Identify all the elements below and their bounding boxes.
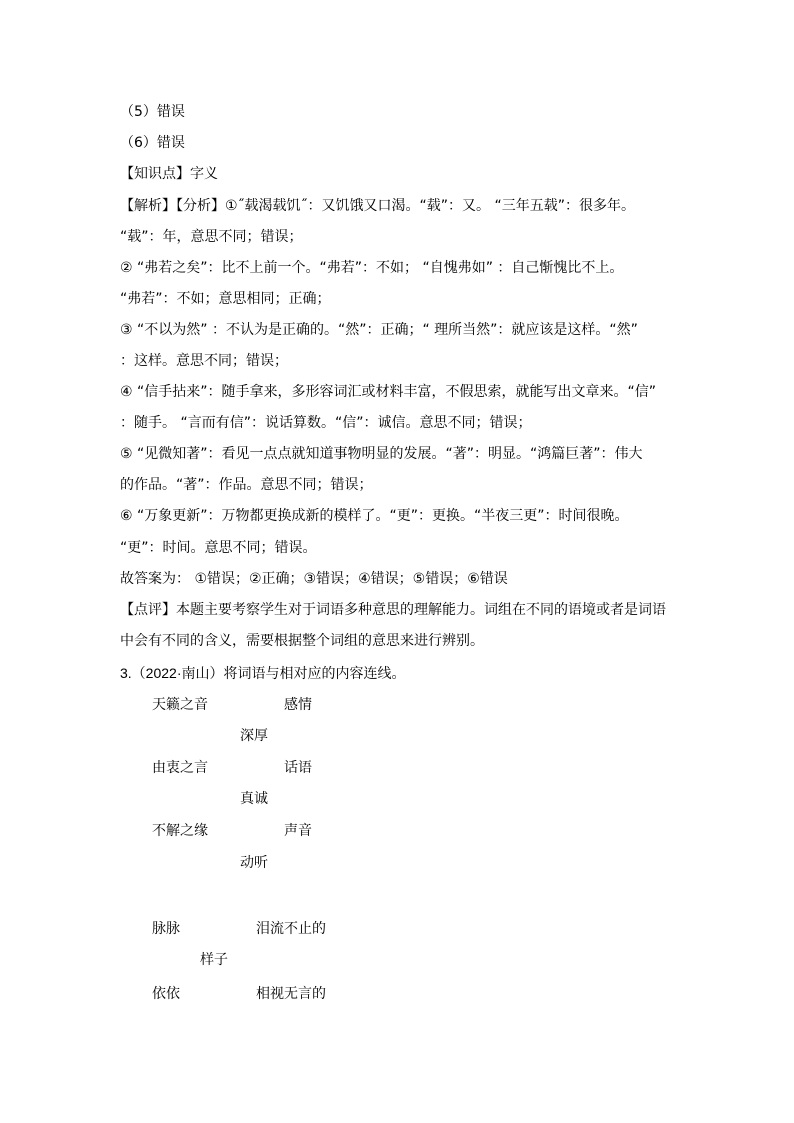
analysis-line-2: “载”：年，意思不同；错误； [120,229,303,245]
analysis-answer-summary: 故答案为： ①错误；②正确；③错误；④错误；⑤错误；⑥错误 [120,571,508,587]
analysis-line-3: ② “弗若之矣”：比不上前一个。“弗若”：不如； “自愧弗如” ：自己惭愧比不上。 [120,260,624,276]
question-3-title: 3.（2022·南山）将词语与相对应的内容连线。 [120,665,406,681]
analysis-line-6: ：这样。意思不同；错误； [120,353,288,369]
analysis-line-12: “更”：时间。意思不同；错误。 [120,540,317,556]
left-word: 天籁之音 [152,697,208,713]
answer-5: （5）错误 [120,104,185,120]
analysis-line-5: ③ “不以为然” ：不认为是正确的。“然”：正确；“ 理所当然”：就应该是这样。“然” [120,322,638,338]
middle-word: 真诚 [240,791,268,807]
right-word: 声音 [284,823,312,839]
analysis-line-7: ④ “信手拈来”：随手拿来，多形容词汇或材料丰富，不假思索，就能写出文章来。“信” [120,384,657,400]
middle-word: 样子 [200,952,228,968]
left-word: 由衷之言 [152,760,208,776]
left-word: 依依 [152,986,180,1002]
middle-word: 动听 [240,855,268,871]
answer-6: （6）错误 [120,135,185,151]
comment-line-2: 中会有不同的含义，需要根据整个词组的意思来进行辨别。 [120,633,484,649]
analysis-line-11: ⑥ “万象更新”：万物都更换成新的模样了。“更”：更换。“半夜三更”：时间很晚。 [120,508,629,524]
left-word: 脉脉 [152,921,180,937]
right-word: 感情 [284,697,312,713]
analysis-line-1: 【解析】【分析】①˝载渴载饥˝：又饥饿又口渴。“载”：又。 “三年五载”：很多年。 [120,198,636,214]
knowledge-point: 【知识点】字义 [120,166,218,182]
comment-line-1: 【点评】本题主要考察学生对于词语多种意思的理解能力。词组在不同的语境或者是词语 [120,602,666,618]
analysis-line-4: “弗若”：不如；意思相同；正确； [120,291,331,307]
left-word: 不解之缘 [152,823,208,839]
right-word: 话语 [284,760,312,776]
middle-word: 深厚 [240,728,268,744]
right-word: 相视无言的 [256,986,326,1002]
analysis-line-9: ⑤ “见微知著”：看见一点点就知道事物明显的发展。“著”：明显。“鸿篇巨著”：伟大 [120,446,643,462]
right-word: 泪流不止的 [256,921,326,937]
analysis-line-10: 的作品。“著”：作品。意思不同；错误； [120,477,373,493]
analysis-line-8: ：随手。 “言而有信”：说话算数。“信”：诚信。意思不同；错误； [120,415,532,431]
